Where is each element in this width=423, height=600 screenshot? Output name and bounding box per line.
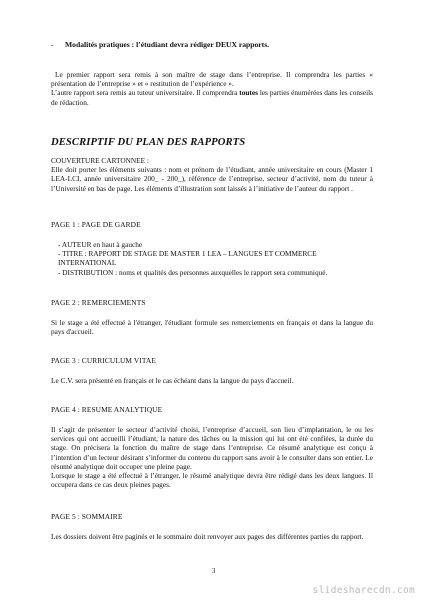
bullet-dash: - [51, 40, 54, 49]
page2-heading: PAGE 2 : REMERCIEMENTS [51, 298, 146, 307]
modalites-label: Modalités pratiques [65, 40, 130, 49]
couverture-heading: COUVERTURE CARTONNEE : [51, 156, 149, 165]
couverture-text: Elle doit porter les éléments suivants : nom et prénom de l’étudiant, année universitaire en cours (Master 1 LEA-LCI, année universitaire 200_ - 200_), référence de l’entreprise, secteur d’activité, nom du tuteur à l’Université en bas de page. Les éléments d’illustration sont laissés à l’initiative de l’auteur du rapport . [51, 165, 373, 193]
list-item: - AUTEUR en haut à gauche [58, 240, 143, 249]
modalites-text: : l’étudiant devra rédiger DEUX rapports. [129, 40, 270, 49]
page4-heading: PAGE 4 : RESUME ANALYTIQUE [51, 405, 163, 414]
page3-heading: PAGE 3 : CURRICULUM VITAE [51, 356, 156, 365]
page4-text-1: Il s’agit de présenter le secteur d’activité choisi, l’entreprise d’accueil, son lieu d’implantation, le ou les services qui ont accueilli l’étudiant, la nature des tâches ou la mission qui lui ont été confiées, la durée du stage. On précisera la fonction du maître de stage dans l’entreprise. Ce résumé analytique est conçu à l’intention d’un lecteur désirant s’informer du contenu du rapport sans avoir à le consulter dans son entier. Le résumé analytique doit occuper une pleine page. [51, 425, 373, 471]
page2-text: Si le stage a été effectué à l'étranger, l'étudiant formule ses remerciements en français et dans la langue du pays d'accueil. [51, 318, 373, 337]
page4-block [51, 425, 373, 489]
watermark-text: slidesharecdn.com [312, 585, 415, 596]
page1-heading: PAGE 1 : PAGE DE GARDE [51, 220, 141, 229]
page5-text: Les dossiers doivent être paginés et le sommaire doit renvoyer aux pages des différentes parties du rapport. [51, 532, 364, 541]
intro-bold-word: toutes [239, 88, 258, 98]
page1-list [58, 240, 374, 277]
intro-paragraph-2: L’autre rapport sera remis au tuteur universitaire. Il comprendra toutes les parties énumérées dans les conseils de rédaction. [51, 88, 373, 107]
page4-text-2: Lorsque le stage a été effectué à l’étranger, le résumé analytique devra être rédigé dans les deux langues. Il occupera dans ce cas deux pleines pages. [51, 471, 373, 490]
section-title: DESCRIPTIF DU PLAN DES RAPPORTS [51, 137, 246, 148]
list-item: - TITRE : RAPPORT DE STAGE DE MASTER 1 LEA – LANGUES ET COMMERCE INTERNATIONAL [58, 249, 317, 268]
intro-block [51, 70, 373, 107]
page3-text: Le C.V. sera présenté en français et le cas échéant dans la langue du pays d'accueil. [51, 376, 294, 385]
intro-paragraph-1: Le premier rapport sera remis à son maître de stage dans l’entreprise. Il comprendra les parties « présentation de l’entreprise » et « restitution de l’expérience ». [51, 70, 373, 89]
page5-heading: PAGE 5 : SOMMAIRE [51, 512, 123, 521]
list-item: - DISTRIBUTION : noms et qualités des personnes auxquelles le rapport sera communiqué. [58, 267, 328, 277]
page-number: 3 [212, 568, 216, 575]
modalites-line [51, 40, 381, 49]
couverture-block [51, 156, 373, 193]
